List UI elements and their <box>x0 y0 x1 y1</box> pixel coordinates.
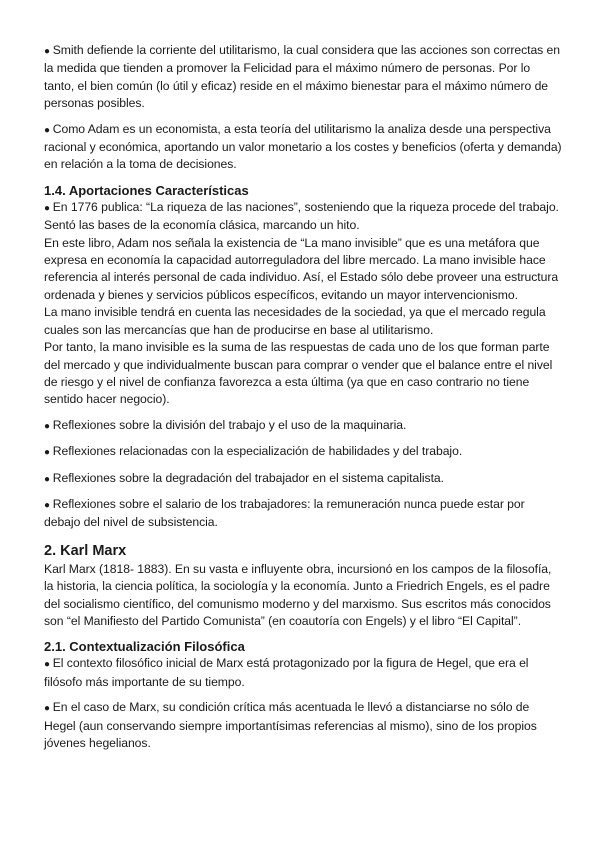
heading-karl-marx: 2. Karl Marx <box>44 542 127 559</box>
paragraph-division-trabajo: ● Reflexiones sobre la división del trabajo y el uso de la maquinaria. <box>44 417 562 435</box>
paragraph-salario: ● Reflexiones sobre el salario de los trabajadores: la remuneración nunca puede estar por debajo del nivel de subsistencia. <box>44 496 562 532</box>
document-page <box>44 42 562 752</box>
paragraph-economista: ● Como Adam es un economista, a esta teoría del utilitarismo la analiza desde una perspectiva racional y económica, aportando un valor monetario a los costes y beneficios (oferta y demanda) en relación a la toma de decisiones. <box>44 121 562 174</box>
paragraph-hegel: ● El contexto filosófico inicial de Marx está protagonizado por la figura de Hegel, que era el filósofo más importante de su tiempo. <box>44 655 562 691</box>
paragraph-suma-respuestas: Por tanto, la mano invisible es la suma de las respuestas de cada uno de los que forman parte del mercado y que individualmente buscan para comprar o vender que el balance entre el nivel de riesgo y el nivel de confianza favorezca a esta última (ya que en caso contrario no tiene sentido hacer negocio). <box>44 340 553 407</box>
paragraph-riqueza-naciones: ● En 1776 publica: “La riqueza de las naciones”, sosteniendo que la riqueza procede del trabajo. Sentó las bases de la economía clásica, marcando un hito. <box>44 199 562 235</box>
paragraph-necesidades-sociedad: La mano invisible tendrá en cuenta las necesidades de la sociedad, ya que el mercado regula cuales son las mercancías que han de producirse en base al utilitarismo. <box>44 305 546 337</box>
paragraph-degradacion: ● Reflexiones sobre la degradación del trabajador en el sistema capitalista. <box>44 470 562 488</box>
paragraph-jovenes-hegelianos: ● En el caso de Marx, su condición crítica más acentuada le llevó a distanciarse no sólo de Hegel (aun conservando siempre importantísimas referencias al mismo), sino de los propios jóvenes hegelianos. <box>44 699 562 752</box>
paragraph-especializacion: ● Reflexiones relacionadas con la especialización de habilidades y del trabajo. <box>44 443 562 461</box>
paragraph-marx-bio: Karl Marx (1818- 1883). En su vasta e influyente obra, incursionó en los campos de la filosofía, la historia, la ciencia política, la sociología y la economía. Junto a Friedrich Engels, es el padre del socialismo científico, del comunismo moderno y del marxismo. Sus escritos más conocidos son “el Manifiesto del Partido Comunista” (en coautoría con Engels) y el libro “El Capital”. <box>44 561 552 628</box>
paragraph-mano-invisible: En este libro, Adam nos señala la existencia de “La mano invisible” que es una metáfora que expresa en economía la capacidad autorreguladora del libre mercado. La mano invisible hace referencia al interés personal de cada individuo. Así, el Estado sólo debe proveer una estructura ordenada y bienes y servicios públicos específicos, evitando un mayor intervencionismo. <box>44 235 559 302</box>
heading-contextualizacion: 2.1. Contextualización Filosófica <box>44 639 245 655</box>
heading-aportaciones: 1.4. Aportaciones Características <box>44 182 249 198</box>
paragraph-utilitarismo: ● Smith defiende la corriente del utilitarismo, la cual considera que las acciones son correctas en la medida que tienden a promover la Felicidad para el máximo número de personas. Por lo tanto, el bien común (lo útil y eficaz) reside en el máximo bienestar para el máximo número de personas posibles. <box>44 42 562 113</box>
